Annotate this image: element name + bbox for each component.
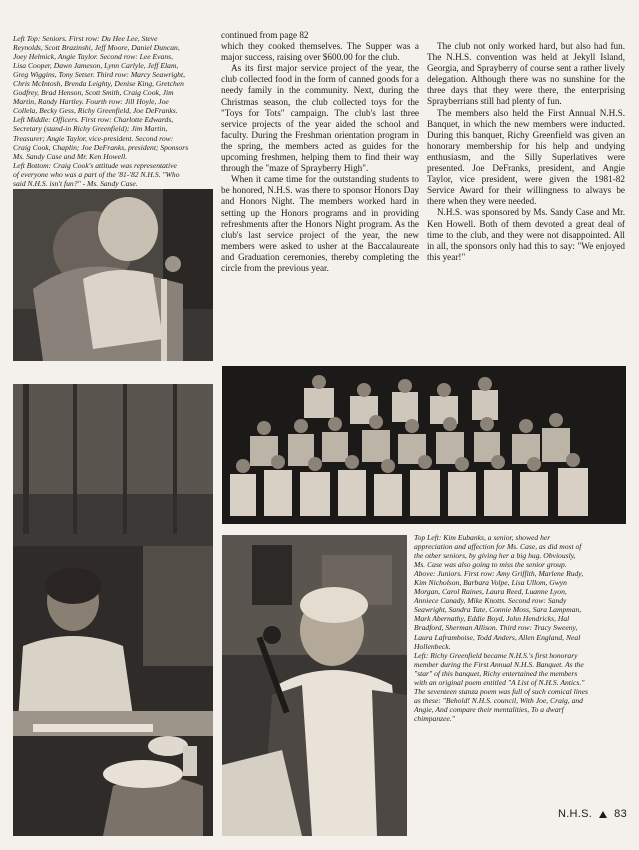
caption-line: Left: Richy Greenfield became N.H.S.'s first honorary: [414, 650, 578, 660]
article-paragraph: The members also held the First Annual N.H.S. Banquet, in which the new members were inducted. During this banquet, Richy Greenfield was given an honorary membership for his help and undying enthusiasm, and the Silly Superlatives were presented. Joe DeFranks, president, and Angie Taylor, vice president, were given the 1981-82 Service Award for their willingness to always be there when they were needed.: [427, 107, 625, 207]
caption-line: Chris McIntosh, Brenda Leighty, Denise King, Gretchen: [13, 79, 184, 89]
article-column-1: [221, 30, 419, 274]
continued-note: continued from page 82: [221, 30, 309, 40]
section-name: N.H.S.: [557, 808, 593, 820]
caption-line: Ms. Sandy Case and Mr. Ken Howell.: [13, 151, 128, 161]
caption-line: Joey Helmick, Angie Taylor. Second row: Lee Evans,: [13, 52, 173, 62]
caption-line: Hollenbeck.: [414, 641, 451, 651]
caption-line: member during the First Annual N.H.S. Banquet. As the: [414, 659, 584, 669]
photo-craig-cook: [13, 546, 213, 836]
article-paragraph: N.H.S. was sponsored by Ms. Sandy Case and Mr. Ken Howell. Both of them devoted a great deal of time to the club, and they were not disappointed. All in all, the sponsors only had this to say: "We enjoyed this year!": [427, 207, 625, 262]
article-paragraph: When it came time for the outstanding students to be honored, N.H.S. was there to sponsor Honors Day and Honors Night. The members worked hard in setting up the Honors programs and in providing refreshments after the Honors Night program. As the club's last service project of the year, the new members were asked to usher at the Baccalaureate and Graduation ceremonies, thereby completing the circle from the previous year.: [221, 174, 419, 273]
page-number: 83: [614, 808, 627, 820]
caption-line: Top Left: Kim Eubanks, a senior, showed her: [414, 533, 551, 542]
caption-line: Kim Nicholson, Barbara Volpe, Lisa Ullom, Gwyn: [414, 578, 567, 588]
caption-line: Secretary (stand-in Richy Greenfield); Jim Martin,: [13, 124, 168, 134]
caption-line: The seventeen stanza poem was full of such comical lines: [414, 686, 588, 696]
caption-line: Mark Abernathy, Eddie Boyd, John Hendricks, Hal: [414, 614, 570, 624]
triangle-icon: [599, 811, 607, 818]
photo-richy-greenfield: [222, 535, 407, 836]
caption-line: said N.H.S. isn't fun?" - Ms. Sandy Case.: [13, 178, 138, 188]
caption-line: Anniece Canady, Mike Knotts. Second row: Sandy: [414, 596, 567, 606]
caption-line: Lisa Cooper, Dawn Jameson, Lynn Carlyle, Jeff Elam,: [13, 61, 179, 71]
caption-line: Craig Cook, Chaplin; Joe DeFranks, president; Sponsors: [13, 142, 189, 152]
caption-line: Laura Laframboise, Todd Anders, Allen England, Neal: [414, 632, 581, 642]
caption-line: Left Bottom: Craig Cook's attitude was representative: [13, 160, 177, 170]
caption-line: Treasurer; Angie Taylor, vice-president. Second row:: [13, 133, 174, 143]
caption-line: "star" of this banquet, Richy entertained the members: [414, 668, 578, 678]
caption-line: Godfrey, Brad Henson, Scott Smith, Craig Cook, Jim: [13, 88, 174, 98]
caption-line: Bradford, Sherman Allison. Third row: Tracy Sweeny,: [414, 623, 578, 633]
caption-line: Angie, And compare their mentalities, To a dwarf: [414, 704, 564, 714]
caption-line: Martin, Randy Hartley. Fourth row: Jill Hoyle, Joe: [13, 97, 169, 107]
caption-line: as these: "Behold! N.H.S. council, With Joe, Craig, and: [414, 695, 583, 705]
caption-line: Ms. Case was also going to miss the senior group.: [414, 560, 567, 570]
caption-line: chimpanzee.": [414, 713, 455, 723]
caption-line: Collela, Becky Gess, Richy Greenfield, Joe DeFranks.: [13, 106, 178, 116]
photo-hug: [13, 189, 213, 361]
page-footer: [558, 808, 627, 820]
caption-line: Left Middle: Officers. First row: Charlotte Edwards,: [13, 115, 174, 125]
article-column-2: [427, 41, 625, 263]
caption-line: the other seniors, by giving her a big hug. Obviously,: [414, 551, 576, 561]
caption-line: Morgan, Carol Raines, Laura Reed, Luanne Lyon,: [414, 587, 567, 597]
caption-line: Left Top: Seniors. First row: Du Hee Lee, Steve: [13, 34, 158, 43]
article-paragraph: As its first major service project of the year, the club collected food in the form of canned goods for a needy family in the community. Next, during the Christmas season, the club collected toys for the "Toys for Tots" campaign. The club's last three service projects of the year aided the school and faculty. During the Freshman orientation program in the spring, the members acted as guides for the upcoming freshmen, helping them to find their way through the "maze of Sprayberry High".: [221, 63, 419, 174]
caption-hug-juniors-richy: [414, 533, 627, 723]
caption-line: appreciation and affection for Ms. Case, as did most of: [414, 542, 582, 552]
photo-juniors-group: [222, 366, 626, 524]
caption-line: Reynolds, Scott Brazinshi, Jeff Moore, Daniel Duncan,: [13, 43, 180, 53]
caption-line: of everyone who was a part of the '81-'82 N.H.S. "Who: [13, 169, 180, 179]
caption-seniors-officers: [13, 34, 211, 188]
article-paragraph: which they cooked themselves. The Supper was a major success, raising over $600.00 for the club.: [221, 41, 419, 63]
caption-line: with an original poem entitled "A List of N.H.S. Antics.": [414, 677, 585, 687]
caption-line: Above: Juniors. First row: Amy Griffith, Marlene Rudy,: [414, 569, 584, 579]
caption-line: Seawright, Sandra Tate, Connie Moss, Sara Lampman,: [414, 605, 582, 615]
article-paragraph: The club not only worked hard, but also had fun. The N.H.S. convention was held at Jekyll Island, Georgia, and Sprayberry of course sent a rather lively delegation. Although there was no sunshine for the three days that they were there, the enterprising Sprayberrians still had plenty of fun.: [427, 41, 625, 107]
caption-line: Greg Wiggins, Tony Setser. Third row: Marcy Seawright,: [13, 70, 185, 80]
